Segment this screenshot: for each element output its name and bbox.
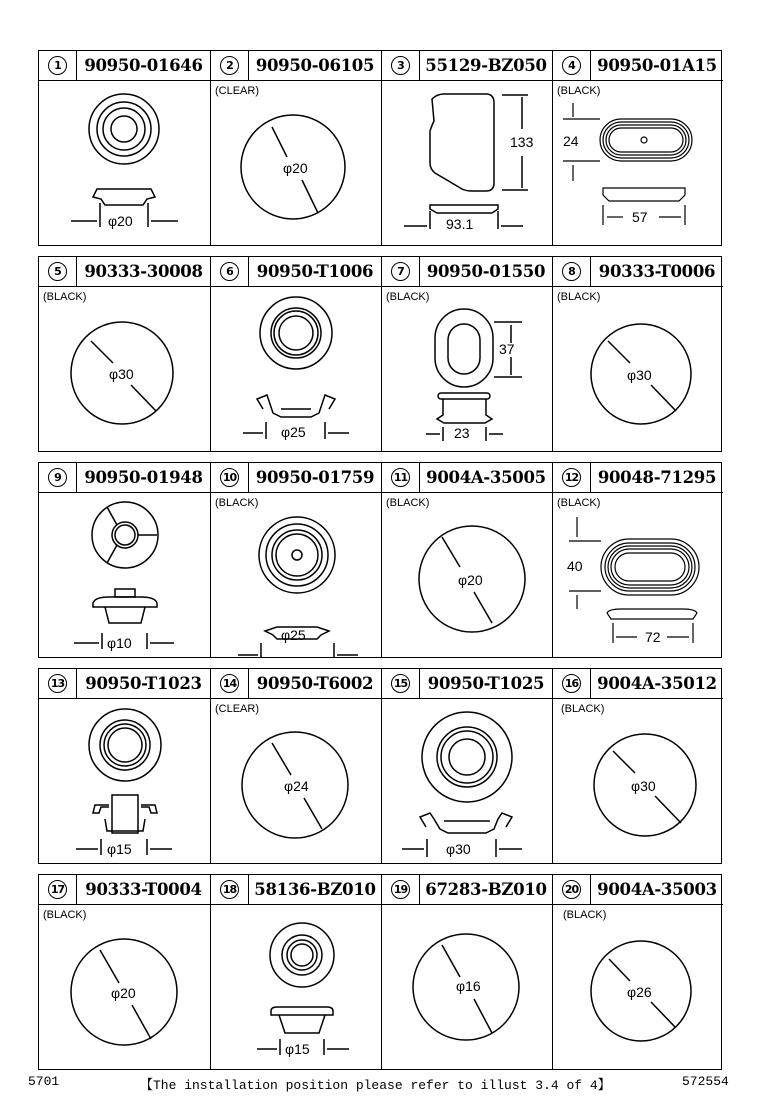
part-number: 90950-T1025 [427,674,545,693]
part-header [211,51,381,81]
part-number: 90333-30008 [84,262,203,281]
part-number: 55129-BZ050 [425,56,547,75]
round-plug-drawing [211,699,382,863]
part-index-marker: 16 [553,669,591,698]
part-number: 90950-01A15 [597,56,717,75]
part-number: 9004A-35005 [426,468,546,487]
part-header [382,51,552,81]
oval-grommet-drawing [553,81,724,245]
part-header [211,257,381,287]
part-cell-1 [39,51,210,245]
color-note: (BLACK) [557,291,601,303]
part-header [39,257,210,287]
part-header [553,463,723,493]
grommet-stepped-drawing [39,81,210,245]
part-number: 58136-BZ010 [254,880,376,899]
dimension-label: 40 [567,558,583,574]
part-cell-8 [552,257,723,451]
part-number: 90950-01646 [84,56,203,75]
part-number: 67283-BZ010 [425,880,547,899]
dimension-label: φ20 [108,213,133,229]
part-number: 90950-T6002 [256,674,374,693]
round-plug-drawing [211,81,382,245]
dimension-label: φ15 [107,841,132,857]
dimension-label: 133 [510,134,534,150]
part-cell-20 [552,875,723,1069]
part-cell-14 [210,669,381,863]
part-header [553,257,723,287]
dimension-label: φ30 [109,366,134,382]
round-plug-drawing [553,699,724,863]
part-cell-2 [210,51,381,245]
part-header [211,463,381,493]
color-note: (BLACK) [563,909,607,921]
dimension-label: φ16 [456,978,481,994]
part-index-marker: 11 [382,463,420,492]
dimension-label: φ20 [458,572,483,588]
part-cell-3 [381,51,552,245]
part-index-marker: 19 [382,875,420,904]
part-index-marker: 15 [382,669,420,698]
part-index-marker: 17 [39,875,77,904]
spoke-grommet-drawing [39,493,210,657]
part-header [211,669,381,699]
round-plug-drawing [39,905,210,1069]
part-index-marker: 8 [553,257,591,286]
color-note: (BLACK) [43,909,87,921]
part-index-marker: 18 [211,875,249,904]
dimension-label: φ30 [627,367,652,383]
oval-grommet-drawing [553,493,724,657]
part-header [382,875,552,905]
part-cell-10 [210,463,381,657]
part-cell-5 [39,257,210,451]
color-note: (BLACK) [43,291,87,303]
oval-ring-grommet-drawing [382,287,553,451]
part-cell-12 [552,463,723,657]
part-cell-17 [39,875,210,1069]
stepped-grommet-drawing [211,493,382,657]
part-index-marker: 20 [553,875,591,904]
part-cell-13 [39,669,210,863]
dimension-label: φ10 [107,635,132,651]
parts-row-1 [38,50,722,246]
part-number: 90333-T0004 [85,880,202,899]
part-index-marker: 14 [211,669,249,698]
color-note: (BLACK) [561,703,605,715]
part-cell-7 [381,257,552,451]
stepped-grommet-drawing [211,905,382,1069]
part-cell-15 [381,669,552,863]
dimension-label: φ20 [283,160,308,176]
dimension-label: φ15 [285,1041,310,1057]
part-header [211,875,381,905]
footer-right-code: 572554 [682,1074,729,1089]
color-note: (BLACK) [386,291,430,303]
part-number: 90950-06105 [255,56,375,75]
dimension-label: φ20 [111,985,136,1001]
part-index-marker: 6 [211,257,249,286]
part-index-marker: 13 [39,669,77,698]
part-index-marker: 1 [39,51,77,80]
part-number: 90950-01948 [84,468,203,487]
part-header [382,463,552,493]
part-header [553,875,723,905]
round-plug-drawing [39,287,210,451]
part-number: 90048-71295 [597,468,717,487]
part-index-marker: 9 [39,463,77,492]
color-note: (BLACK) [557,85,601,97]
color-note: (BLACK) [386,497,430,509]
part-cell-9 [39,463,210,657]
part-number: 90950-T1023 [85,674,202,693]
color-note: (CLEAR) [215,85,260,97]
color-note: (BLACK) [215,497,259,509]
dimension-label: 57 [632,209,648,225]
clip-grommet-drawing [39,699,210,863]
dimension-label: 72 [645,629,661,645]
part-header [553,669,723,699]
part-index-marker: 12 [553,463,591,492]
part-header [39,51,210,81]
dimension-label: φ25 [281,627,306,643]
dimension-label: 37 [499,341,515,357]
part-index-marker: 10 [211,463,249,492]
dimension-label: 23 [454,425,470,441]
part-number: 90333-T0006 [598,262,716,281]
round-plug-drawing [382,905,553,1069]
footer-caption: 【The installation position please refer to illust 3.4 of 4】 [140,1078,611,1093]
part-index-marker: 4 [553,51,591,80]
dimension-label: 93.1 [446,216,474,232]
part-cell-18 [210,875,381,1069]
part-header [39,875,210,905]
color-note: (BLACK) [557,497,601,509]
part-header [553,51,723,81]
round-plug-drawing [553,905,724,1069]
dimension-label: φ30 [446,841,471,857]
round-plug-drawing [553,287,724,451]
dimension-label: φ25 [281,424,306,440]
dimension-label: φ30 [631,778,656,794]
part-header [382,257,552,287]
round-plug-drawing [382,493,553,657]
part-number: 9004A-35003 [597,880,717,899]
trapezoid-plug-drawing [382,81,553,245]
dimension-label: φ24 [284,778,309,794]
parts-row-2 [38,256,722,452]
part-header [39,669,210,699]
part-index-marker: 7 [382,257,420,286]
part-cell-6 [210,257,381,451]
dimension-label: 24 [563,133,579,149]
footer-left-code: 5701 [28,1074,60,1089]
parts-row-5 [38,874,722,1070]
part-cell-16 [552,669,723,863]
part-cell-11 [381,463,552,657]
part-index-marker: 5 [39,257,77,286]
part-index-marker: 3 [382,51,420,80]
part-header [382,669,552,699]
part-header [39,463,210,493]
parts-row-4 [38,668,722,864]
clip-grommet-drawing [382,699,553,863]
part-cell-4 [552,51,723,245]
part-index-marker: 2 [211,51,249,80]
part-number: 90950-01759 [255,468,375,487]
part-cell-19 [381,875,552,1069]
parts-row-3 [38,462,722,658]
dimension-label: φ26 [627,984,652,1000]
part-number: 90950-01550 [426,262,546,281]
part-number: 90950-T1006 [256,262,374,281]
clip-grommet-drawing [211,287,382,451]
part-number: 9004A-35012 [597,674,717,693]
color-note: (CLEAR) [215,703,260,715]
